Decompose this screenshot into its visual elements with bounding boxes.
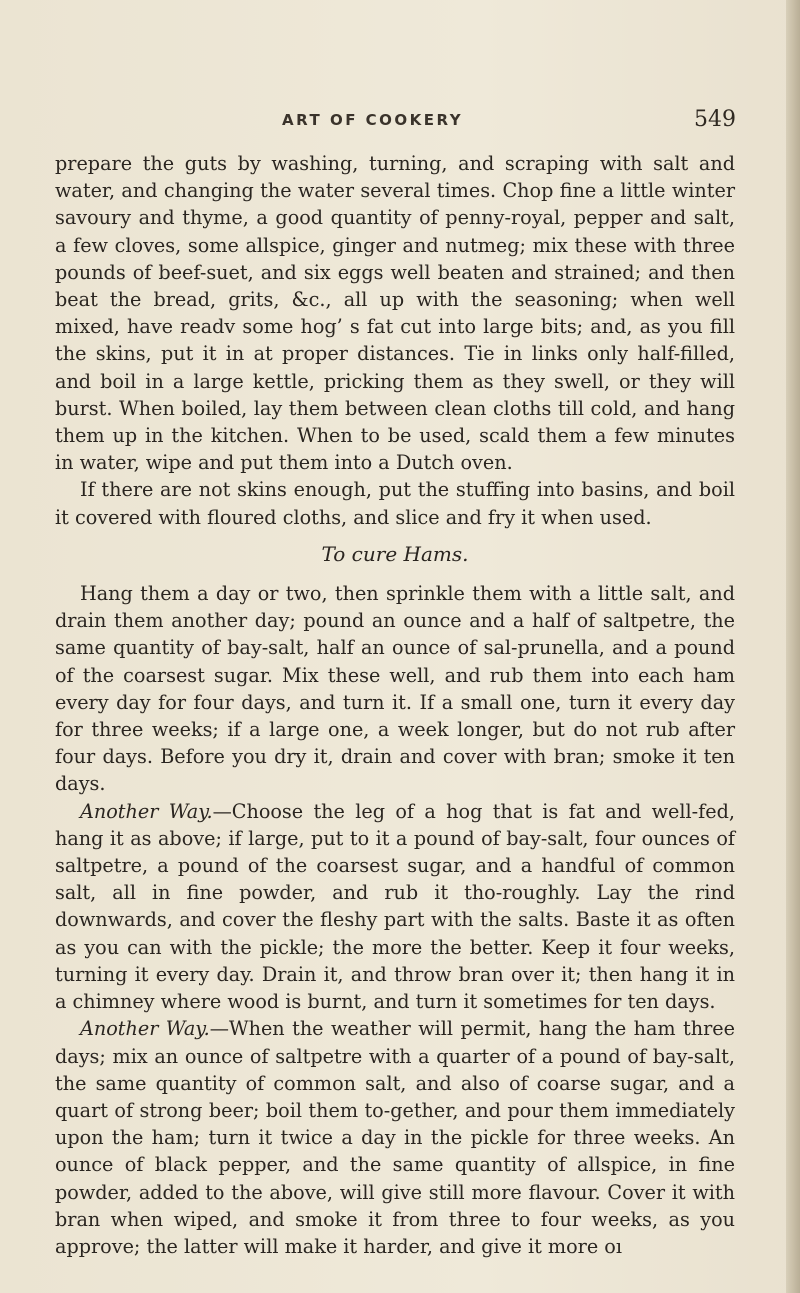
paragraph-cure-hams: Hang them a day or two, then sprinkle them with a little salt, and drain them another day; pound an ounce and a half of saltpetre, the same quantity of bay-salt, half an ounce of sal-prunella, and a pound of the coarsest sugar. Mix these well, and rub them into each ham every day for four days, and turn it. If a small one, turn it every day for three weeks; if a large one, a week longer, but do not rub after four days. Before you dry it, drain and cover with bran; smoke it ten days. [55,582,735,796]
page-number: 549 [694,107,736,132]
another-way-label-2: Another Way. [80,1017,210,1041]
book-spine-shadow [786,0,800,1293]
paragraph-no-skins: If there are not skins enough, put the stuffing into basins, and boil it covered with floured cloths, and slice and fry it when used. [55,478,735,529]
running-head [0,107,800,137]
paragraph-sausage-method: prepare the guts by washing, turning, and scraping with salt and water, and changing the water several times. Chop fine a little winter savoury and thyme, a good quantity of penny-royal, pepper and salt, a few cloves, some allspice, ginger and nutmeg; mix these with three pounds of beef-suet, and six eggs well beaten and strained; and then beat the bread, grits, &c., all up with the seasoning; when well mixed, have readv some hog’ s fat cut into large bits; and, as you fill the skins, put it in at proper distances. Tie in links only half-filled, and boil in a large kettle, pricking them as they swell, or they will burst. When boiled, lay them between clean cloths till cold, and hang them up in the kitchen. When to be used, scald them a few minutes in water, wipe and put them into a Dutch oven. [55,152,735,475]
section-heading-cure-hams: To cure Hams. [321,541,469,566]
another-way-label-1: Another Way. [80,799,213,823]
paragraph-another-way-2 [55,1015,735,1260]
running-title: ART OF COOKERY [282,111,464,129]
paragraph-another-way-1 [55,798,735,1016]
another-way-text-1: —Choose the leg of a hog that is fat and well-fed, hang it as above; if large, put to it a pound of bay-salt, four ounces of saltpetre, a pound of the coarsest sugar, and a handful of common salt, all in fine powder, and rub it tho-roughly. Lay the rind downwards, and cover the fleshy part with the salts. Baste it as often as you can with the pickle; the more the better. Keep it four weeks, turning it every day. Drain it, and throw bran over it; then hang it in a chimney where wood is burnt, and turn it sometimes for ten days. [55,799,735,1014]
body-text [55,150,735,1260]
another-way-text-2: —When the weather will permit, hang the ham three days; mix an ounce of saltpetre with a quarter of a pound of bay-salt, the same quantity of common salt, and also of coarse sugar, and a quart of strong beer; boil them to-gether, and pour them immediately upon the ham; turn it twice a day in the pickle for three weeks. An ounce of black pepper, and the same quantity of allspice, in fine powder, added to the above, will give still more flavour. Cover it with bran when wiped, and smoke it from three to four weeks, as you approve; the latter will make it harder, and give it more oı [55,1017,735,1258]
